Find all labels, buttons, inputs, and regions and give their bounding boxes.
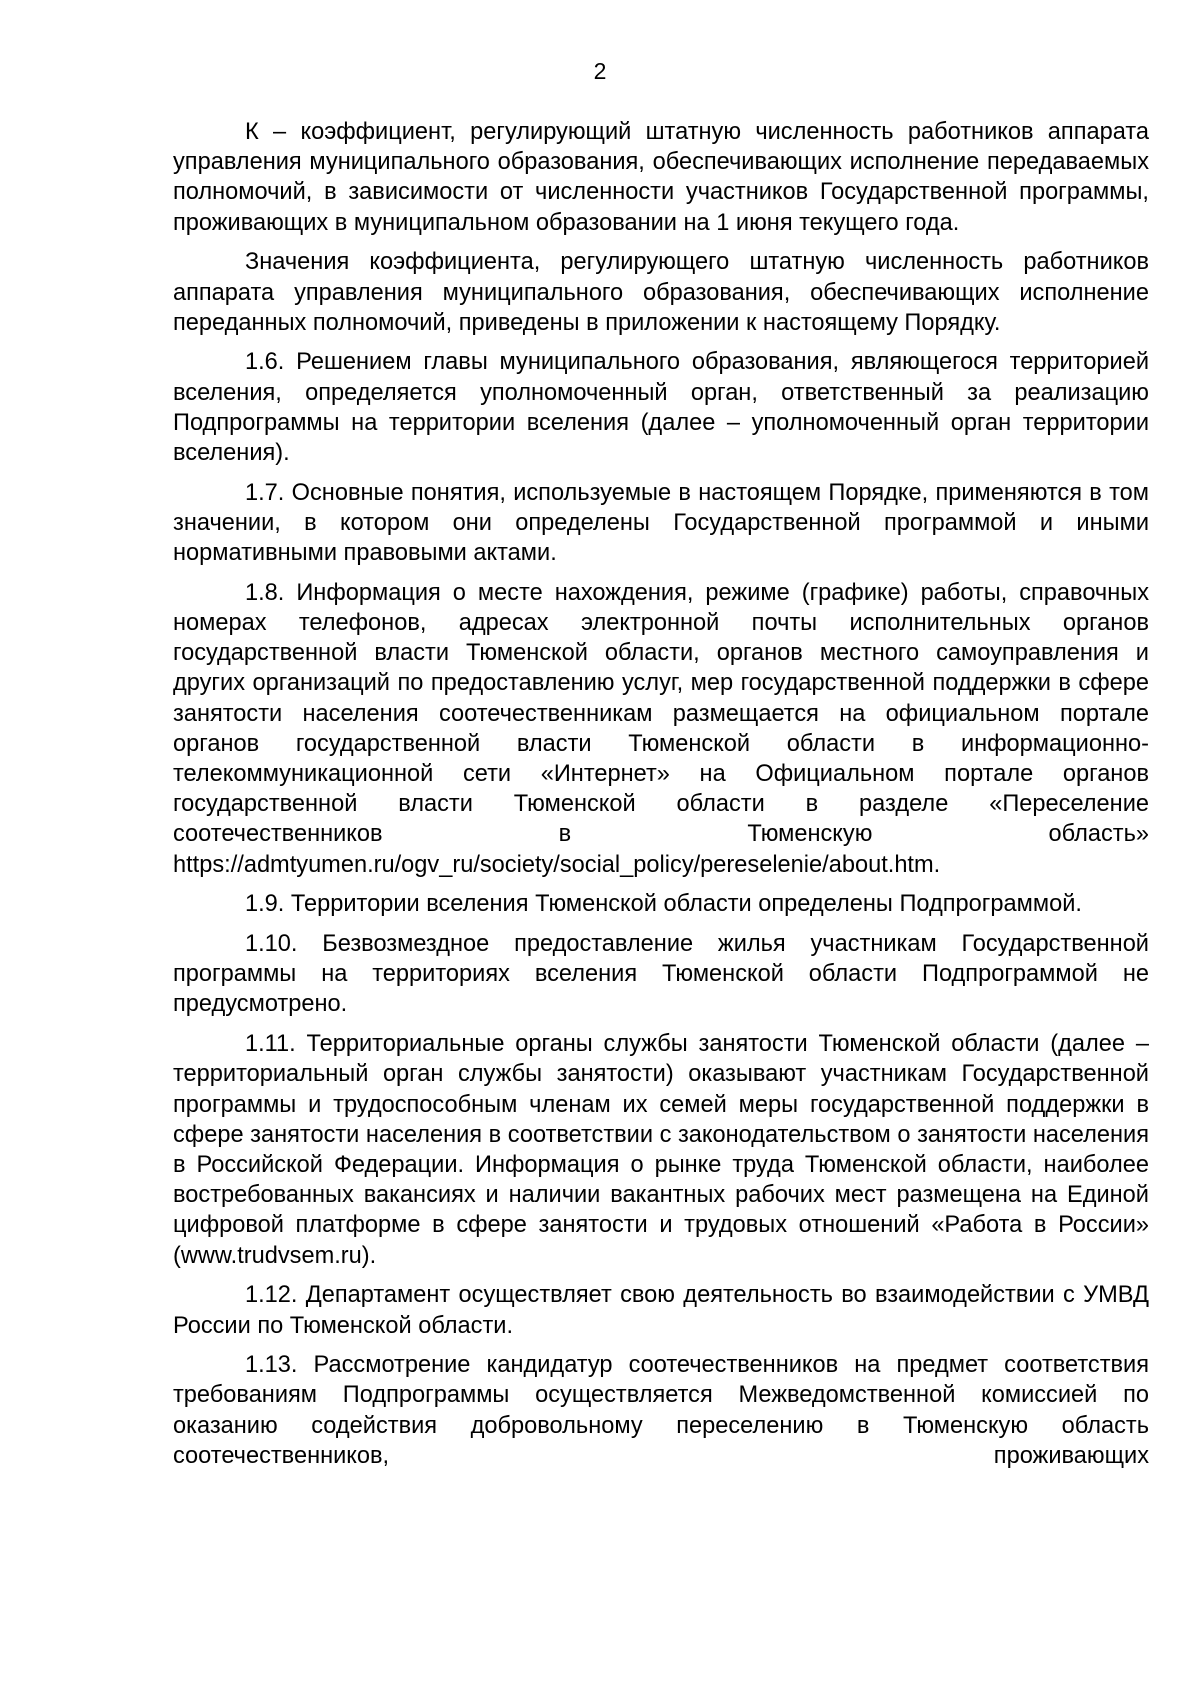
paragraph-coefficient-values: Значения коэффициента, регулирующего штатную численность работников аппарата управления муниципального образования, обеспечивающих исполнение переданных полномочий, приведены в приложении к настоящему Порядку.: [173, 249, 1149, 336]
paragraph-1-9: 1.9. Территории вселения Тюменской области определены Подпрограммой.: [245, 891, 1082, 918]
paragraph-1-13: 1.13. Рассмотрение кандидатур соотечественников на предмет соответствия требованиям Подпрограммы осуществляется Межведомственной комиссией по оказанию содействия добровольному переселению в Тюменскую область соотечественников, проживающих: [173, 1352, 1149, 1469]
paragraph-1-12: 1.12. Департамент осуществляет свою деятельность во взаимодействии с УМВД России по Тюменской области.: [173, 1282, 1149, 1339]
paragraph-coefficient-k: К – коэффициент, регулирующий штатную численность работников аппарата управления муниципального образования, обеспечивающих исполнение передаваемых полномочий, в зависимости от численности участников Государственной программы, проживающих в муниципальном образовании на 1 июня текущего года.: [173, 119, 1149, 236]
paragraph-1-10: 1.10. Безвозмездное предоставление жилья участникам Государственной программы на территориях вселения Тюменской области Подпрограммой не предусмотрено.: [173, 931, 1149, 1018]
document-body: [173, 117, 1149, 1471]
paragraph-1-8: 1.8. Информация о месте нахождения, режиме (графике) работы, справочных номерах телефонов, адресах электронной почты исполнительных органов государственной власти Тюменской области, органов местного самоуправления и других организаций по предоставлению услуг, мер государственной поддержки в сфере занятости населения соотечественникам размещается на официальном портале органов государственной власти Тюменской области в информационно-телекоммуникационной сети «Интернет» на Официальном портале органов государственной власти Тюменской области в разделе «Переселение соотечественников в Тюменскую область» https://admtyumen.ru/ogv_ru/society/social_policy/pereselenie/about.htm.: [173, 579, 1149, 878]
paragraph-1-6: 1.6. Решением главы муниципального образования, являющегося территорией вселения, определяется уполномоченный орган, ответственный за реализацию Подпрограммы на территории вселения (далее – уполномоченный орган территории вселения).: [173, 349, 1149, 467]
page-number: 2: [593, 58, 607, 84]
paragraph-1-7: 1.7. Основные понятия, используемые в настоящем Порядке, применяются в том значении, в котором они определены Государственной программой и иными нормативными правовыми актами.: [173, 479, 1149, 567]
paragraph-1-11: 1.11. Территориальные органы службы занятости Тюменской области (далее – территориальный орган службы занятости) оказывают участникам Государственной программы и трудоспособным членам их семей меры государственной поддержки в сфере занятости населения в соответствии с законодательством о занятости населения в Российской Федерации. Информация о рынке труда Тюменской области, наиболее востребованных вакансиях и наличии вакантных рабочих мест размещена на Единой цифровой платформе в сфере занятости и трудовых отношений «Работа в России» (www.trudvsem.ru).: [173, 1031, 1149, 1269]
